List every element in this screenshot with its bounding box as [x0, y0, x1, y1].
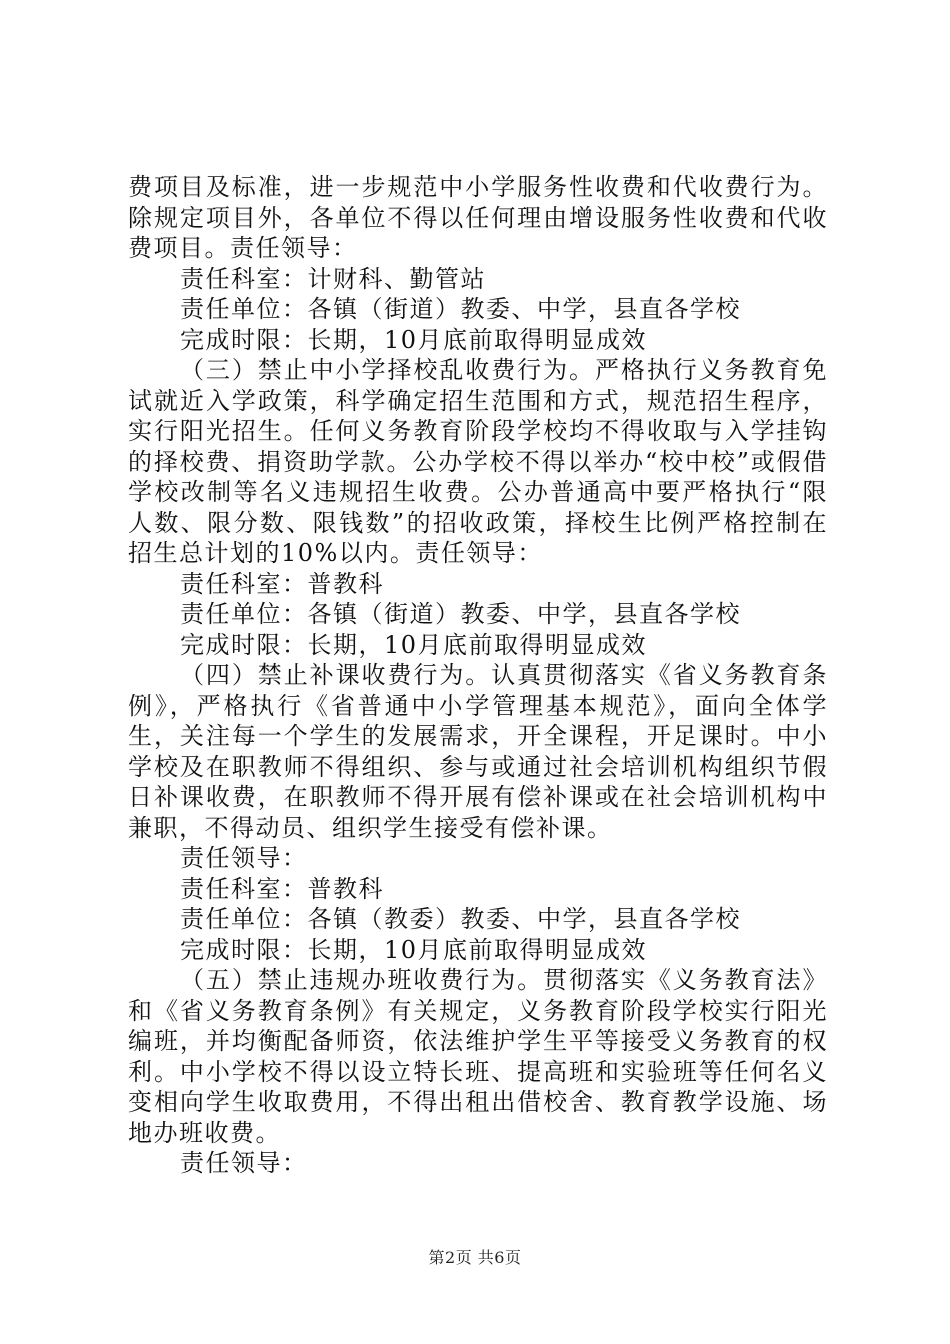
paragraph: 责任单位：各镇（教委）教委、中学，县直各学校	[180, 905, 741, 933]
paragraph: 责任科室：普教科	[180, 874, 384, 903]
paragraph: 责任科室：普教科	[180, 569, 384, 598]
document-body	[128, 172, 828, 1179]
paragraph: 完成时限：长期，10月底前取得明显成效	[180, 325, 648, 354]
paragraph: 责任单位：各镇（街道）教委、中学，县直各学校	[180, 600, 741, 628]
page-number-footer: 第2页 共6页	[428, 1248, 522, 1267]
paragraph: 完成时限：长期，10月底前取得明显成效	[180, 935, 648, 964]
paragraph: （四）禁止补课收费行为。认真贯彻落实《省义务教育条例》，严格执行《省普通中小学管理基本规范》，面向全体学生，关注每一个学生的发展需求，开全课程，开足课时。中小学校及在职教师不得组织、参与或通过社会培训机构组织节假日补课收费，在职教师不得开展有偿补课或在社会培训机构中兼职，不得动员、组织学生接受有偿补课。	[128, 661, 828, 842]
paragraph: （五）禁止违规办班收费行为。贯彻落实《义务教育法》和《省义务教育条例》有关规定，义务教育阶段学校实行阳光编班，并均衡配备师资，依法维护学生平等接受义务教育的权利。中小学校不得以设立特长班、提高班和实验班等任何名义变相向学生收取费用，不得出租出借校舍、教育教学设施、场地办班收费。	[128, 966, 828, 1147]
paragraph: （三）禁止中小学择校乱收费行为。严格执行义务教育免试就近入学政策，科学确定招生范围和方式，规范招生程序，实行阳光招生。任何义务教育阶段学校均不得收取与入学挂钩的择校费、捐资助学款。公办学校不得以举办“校中校”或假借学校改制等名义违规招生收费。公办普通高中要严格执行“限人数、限分数、限钱数”的招收政策，择校生比例严格控制在招生总计划的10%以内。责任领导：	[128, 356, 828, 567]
paragraph: 责任领导：	[180, 1149, 308, 1177]
paragraph: 责任科室：计财科、勤管站	[180, 264, 486, 293]
paragraph: 完成时限：长期，10月底前取得明显成效	[180, 630, 648, 659]
paragraph: 责任领导：	[180, 844, 308, 872]
paragraph: 费项目及标准，进一步规范中小学服务性收费和代收费行为。除规定项目外，各单位不得以任何理由增设服务性收费和代收费项目。责任领导：	[128, 173, 828, 262]
paragraph: 责任单位：各镇（街道）教委、中学，县直各学校	[180, 295, 741, 323]
